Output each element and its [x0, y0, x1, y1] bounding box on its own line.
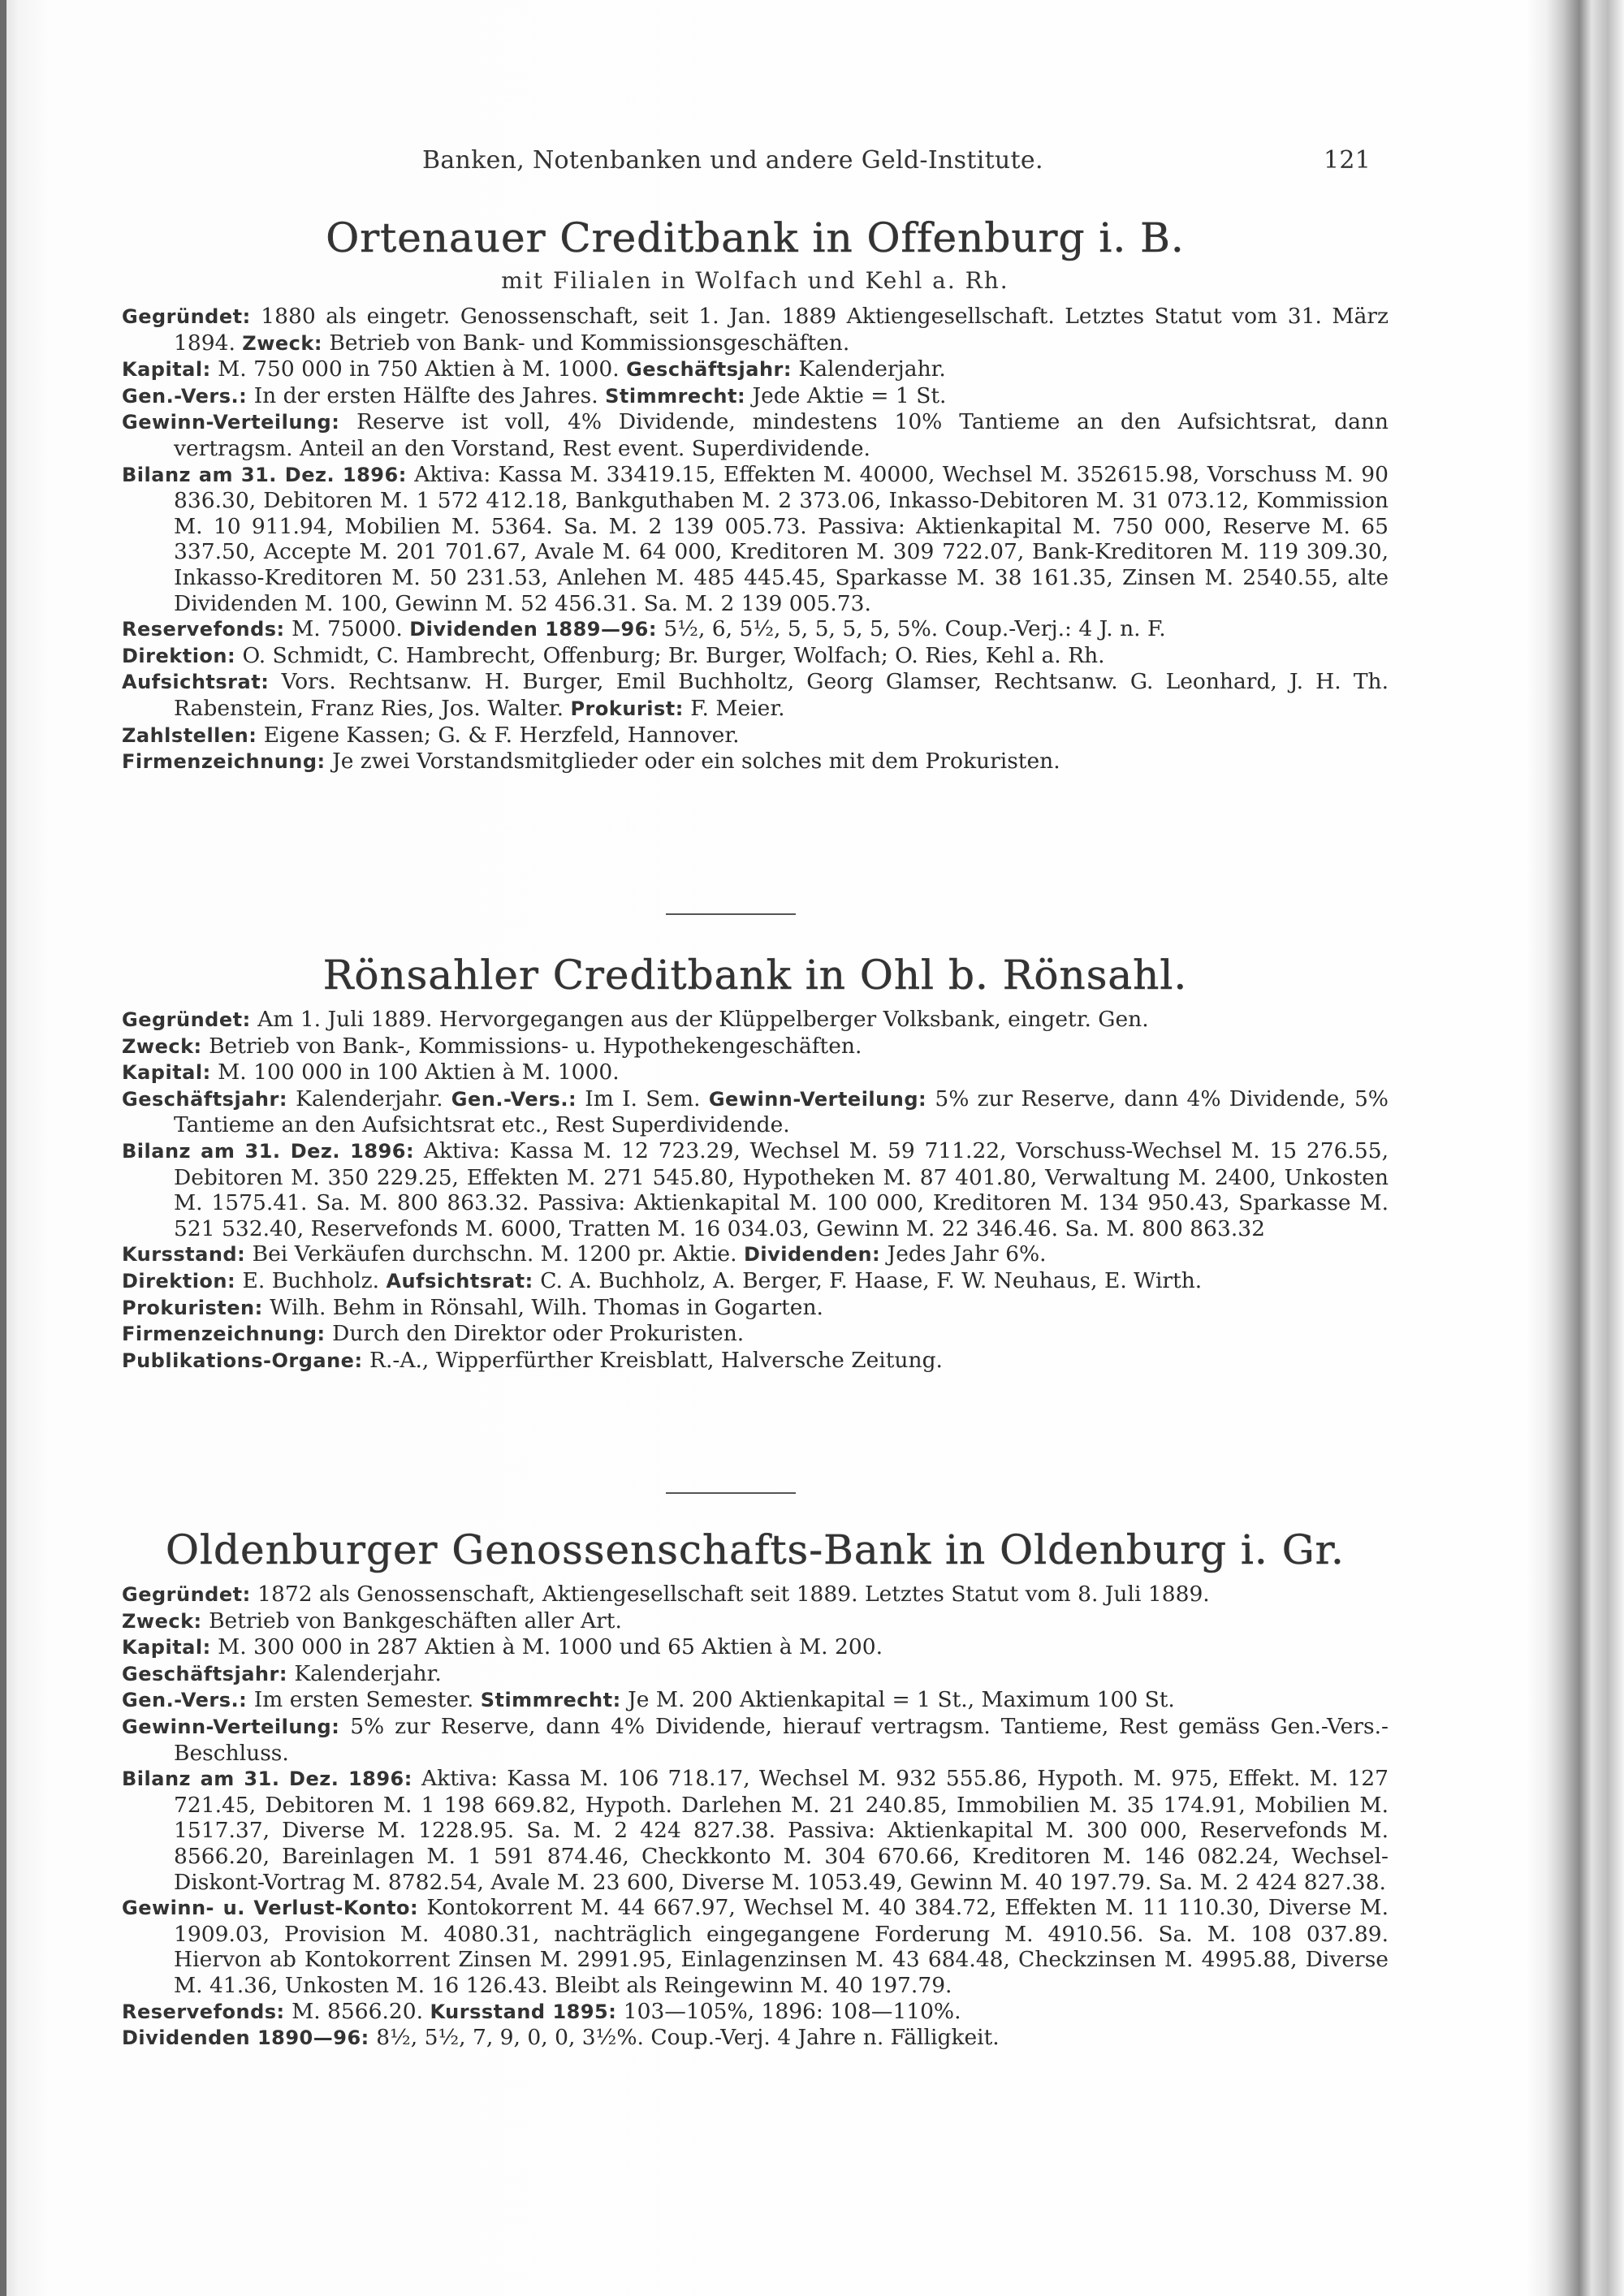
field-label: Gen.-Vers.: — [451, 1087, 577, 1111]
field-value: In der ersten Hälfte des Jahres. — [247, 382, 606, 408]
entry-paragraph — [122, 643, 1389, 670]
entry-paragraph — [122, 356, 1389, 383]
entry-paragraph — [122, 1895, 1389, 1998]
field-label: Bilanz am 31. Dez. 1896: — [122, 1767, 412, 1791]
field-label: Reservefonds: — [122, 2000, 285, 2023]
field-label: Dividenden 1890—96: — [122, 2026, 369, 2050]
field-value: Je zwei Vorstandsmitglieder oder ein solches mit dem Prokuristen. — [325, 749, 1060, 775]
field-label: Kapital: — [122, 358, 211, 382]
entry-paragraph — [122, 2025, 1389, 2052]
field-label: Firmenzeichnung: — [122, 750, 326, 774]
field-label: Firmenzeichnung: — [122, 1323, 326, 1346]
field-label: Direktion: — [122, 644, 236, 667]
field-value: C. A. Buchholz, A. Berger, F. Haase, F. W. Neuhaus, E. Wirth. — [533, 1267, 1203, 1293]
entry-body — [122, 304, 1389, 775]
field-value: Kalenderjahr. — [287, 1660, 442, 1686]
entry-paragraph — [122, 1661, 1389, 1688]
entry-paragraph — [122, 1348, 1389, 1375]
field-value: Am 1. Juli 1889. Hervorgegangen aus der Klüppelberger Volksbank, eingetr. Gen. — [250, 1007, 1149, 1032]
field-label: Aufsichtsrat: — [122, 671, 270, 694]
field-value: Eigene Kassen; G. & F. Herzfeld, Hannover. — [257, 722, 740, 748]
field-value: O. Schmidt, C. Hambrecht, Offenburg; Br. Burger, Wolfach; O. Ries, Kehl a. Rh. — [235, 642, 1105, 668]
field-value: F. Meier. — [683, 695, 785, 721]
entry-paragraph — [122, 723, 1389, 749]
field-label: Zweck: — [122, 1609, 202, 1633]
field-value: M. 8566.20. — [284, 1998, 430, 2024]
field-label: Prokurist: — [570, 697, 684, 720]
field-value: Aktiva: Kassa M. 12 723.29, Wechsel M. 59 711.22, Vorschuss-Wechsel M. 15 276.55, Debitoren M. 350 229.25, Effekten M. 271 545.80, Hypotheken M. 87 401.80, Verwaltung M. 2400, Unkosten M. 1575.41. Sa. M. 800 863.32. Passiva: Aktienkapital M. 100 000, Kreditoren M. 134 950.43, Sparkasse M. 521 532.40, Reservefonds M. 6000, Tratten M. 16 034.03, Gewinn M. 22 346.46. Sa. M. 800 863.32 — [174, 1137, 1389, 1241]
entry-paragraph — [122, 1321, 1389, 1348]
page-number: 121 — [1324, 146, 1371, 175]
entry-paragraph — [122, 1034, 1389, 1060]
field-value: 103—105%, 1896: 108—110%. — [616, 1998, 961, 2024]
field-label: Gen.-Vers.: — [122, 384, 248, 408]
field-label: Gewinn- u. Verlust-Konto: — [122, 1897, 419, 1920]
field-label: Bilanz am 31. Dez. 1896: — [122, 1139, 415, 1163]
field-value: Betrieb von Bank-, Kommissions- u. Hypothekengeschäften. — [201, 1033, 862, 1059]
entry-paragraph — [122, 1714, 1389, 1766]
field-label: Zweck: — [122, 1034, 202, 1058]
section-divider — [666, 913, 796, 915]
field-value: 1872 als Genossenschaft, Aktiengesellschaft seit 1889. Letztes Statut vom 8. Juli 1889. — [250, 1582, 1210, 1607]
bank-title: Ortenauer Creditbank in Offenburg i. B. — [326, 214, 1185, 261]
page-edge — [0, 0, 6, 2296]
field-value: Je M. 200 Aktienkapital = 1 St., Maximum 100 St. — [620, 1687, 1175, 1713]
entry-paragraph — [122, 749, 1389, 775]
entry-paragraph — [122, 1634, 1389, 1661]
field-label: Kursstand 1895: — [430, 2000, 617, 2023]
entry-paragraph — [122, 1295, 1389, 1322]
field-label: Prokuristen: — [122, 1296, 263, 1319]
entry-paragraph — [122, 409, 1389, 461]
entry-paragraph — [122, 304, 1389, 356]
field-value: Kontokorrent M. 44 667.97, Wechsel M. 40 384.72, Effekten M. 11 110.30, Diverse M. 1909.03, Provision M. 4080.31, nachträglich eingegangene Forderung M. 4910.56. Sa. M. 108 037.89. Hiervon ab Kontokorrent Zinsen M. 2991.95, Einlagenzinsen M. 43 684.48, Checkzinsen M. 4995.88, Diverse M. 41.36, Unkosten M. 16 126.43. Bleibt als Reingewinn M. 40 197.79. — [174, 1895, 1389, 1998]
field-label: Gewinn-Verteilung: — [708, 1087, 927, 1111]
entry-paragraph — [122, 1241, 1389, 1268]
field-label: Zweck: — [242, 331, 322, 355]
entry-body — [122, 1007, 1389, 1374]
entry-paragraph — [122, 1086, 1389, 1138]
entry-paragraph — [122, 669, 1389, 722]
field-value: Kalenderjahr. — [287, 1085, 451, 1111]
field-value: M. 100 000 in 100 Aktien à M. 1000. — [210, 1060, 620, 1085]
field-value: Vors. Rechtsanw. H. Burger, Emil Buchholtz, Georg Glamser, Rechtsanw. G. Leonhard, J. H. Th. Rabenstein, Franz Ries, Jos. Walter. — [174, 669, 1389, 721]
field-value: Wilh. Behm in Rönsahl, Wilh. Thomas in Gogarten. — [262, 1294, 823, 1320]
entry-paragraph — [122, 1766, 1389, 1895]
field-label: Gewinn-Verteilung: — [122, 411, 340, 434]
field-value: Im ersten Semester. — [247, 1687, 481, 1713]
field-value: M. 75000. — [284, 616, 410, 642]
field-value: Durch den Direktor oder Prokuristen. — [325, 1321, 745, 1347]
field-value: Reserve ist voll, 4% Dividende, mindestens 10% Tantieme an den Aufsichtsrat, dann vertragsm. Anteil an den Vorstand, Rest event. Superdividende. — [174, 409, 1389, 461]
field-label: Bilanz am 31. Dez. 1896: — [122, 463, 407, 486]
field-value: E. Buchholz. — [235, 1267, 387, 1293]
section-divider — [666, 1492, 796, 1494]
field-label: Aufsichtsrat: — [386, 1269, 533, 1293]
field-label: Kapital: — [122, 1636, 211, 1659]
field-value: Jedes Jahr 6%. — [880, 1241, 1047, 1267]
entry-paragraph — [122, 1138, 1389, 1241]
field-value: Im I. Sem. — [577, 1085, 709, 1111]
bank-subtitle: mit Filialen in Wolfach und Kehl a. Rh. — [501, 267, 1009, 294]
entry-paragraph — [122, 1687, 1389, 1714]
field-value: Aktiva: Kassa M. 33419.15, Effekten M. 40000, Wechsel M. 352615.98, Vorschuss M. 90 836.30, Debitoren M. 1 572 412.18, Bankguthaben M. 2 373.06, Inkasso-Debitoren M. 31 073.12, Kommission M. 10 911.94, Mobilien M. 5364. Sa. M. 2 139 005.73. Passiva: Aktienkapital M. 750 000, Reserve M. 65 337.50, Accepte M. 201 701.67, Avale M. 64 000, Kreditoren M. 309 722.07, Bank-Kreditoren M. 119 309.30, Inkasso-Kreditoren M. 50 231.53, Anlehen M. 485 445.45, Sparkasse M. 38 161.35, Zinsen M. 2540.55, alte Dividenden M. 100, Gewinn M. 52 456.31. Sa. M. 2 139 005.73. — [174, 461, 1389, 616]
field-value: Jede Aktie = 1 St. — [745, 382, 947, 408]
field-label: Kursstand: — [122, 1243, 246, 1267]
bank-title: Rönsahler Creditbank in Ohl b. Rönsahl. — [322, 952, 1188, 999]
field-label: Stimmrecht: — [480, 1689, 621, 1712]
entry-body — [122, 1582, 1389, 2052]
entry-paragraph — [122, 383, 1389, 410]
bank-entry-oldenburger — [122, 1525, 1389, 2052]
field-label: Direktion: — [122, 1269, 236, 1293]
field-label: Geschäftsjahr: — [626, 358, 792, 382]
entry-paragraph — [122, 1007, 1389, 1034]
field-label: Dividenden: — [743, 1243, 881, 1267]
field-label: Geschäftsjahr: — [122, 1087, 287, 1111]
field-value: M. 750 000 in 750 Aktien à M. 1000. — [210, 356, 627, 382]
bank-title: Oldenburger Genossenschafts-Bank in Oldenburg i. Gr. — [166, 1526, 1345, 1573]
field-label: Stimmrecht: — [605, 384, 746, 408]
field-label: Zahlstellen: — [122, 723, 257, 747]
field-label: Dividenden 1889—96: — [409, 618, 657, 641]
bank-entry-ortenauer — [122, 213, 1389, 775]
entry-paragraph — [122, 1608, 1389, 1635]
entry-paragraph — [122, 1999, 1389, 2026]
entry-paragraph — [122, 462, 1389, 617]
field-value: R.-A., Wipperfürther Kreisblatt, Halversche Zeitung. — [362, 1347, 943, 1373]
running-head-title: Banken, Notenbanken und andere Geld-Institute. — [422, 146, 1043, 175]
field-value: Kalenderjahr. — [792, 356, 946, 382]
field-label: Gen.-Vers.: — [122, 1689, 248, 1712]
field-label: Gewinn-Verteilung: — [122, 1715, 340, 1738]
entry-paragraph — [122, 1268, 1389, 1295]
field-value: 8½, 5½, 7, 9, 0, 0, 3½%. Coup.-Verj. 4 Jahre n. Fälligkeit. — [369, 2025, 1000, 2051]
field-value: Bei Verkäufen durchschn. M. 1200 pr. Aktie. — [245, 1241, 744, 1267]
field-value: M. 300 000 in 287 Aktien à M. 1000 und 65 Aktien à M. 200. — [210, 1634, 883, 1660]
field-label: Gegründet: — [122, 1583, 251, 1606]
entry-paragraph — [122, 1582, 1389, 1608]
field-value: 5% zur Reserve, dann 4% Dividende, 5% Tantieme an den Aufsichtsrat etc., Rest Superdividende. — [174, 1085, 1389, 1138]
entry-paragraph — [122, 616, 1389, 643]
field-value: Betrieb von Bank- und Kommissionsgeschäften. — [322, 330, 850, 356]
bank-entry-roensahler — [122, 950, 1389, 1374]
field-label: Gegründet: — [122, 305, 251, 328]
field-label: Reservefonds: — [122, 618, 285, 641]
field-label: Kapital: — [122, 1061, 211, 1085]
field-label: Publikations-Organe: — [122, 1349, 363, 1372]
field-label: Gegründet: — [122, 1008, 251, 1031]
entry-paragraph — [122, 1060, 1389, 1086]
field-value: Betrieb von Bankgeschäften aller Art. — [201, 1608, 622, 1634]
field-value: 5½, 6, 5½, 5, 5, 5, 5, 5%. Coup.-Verj.: 4 J. n. F. — [656, 616, 1166, 642]
field-value: Aktiva: Kassa M. 106 718.17, Wechsel M. 932 555.86, Hypoth. M. 975, Effekt. M. 127 721.45, Debitoren M. 1 198 669.82, Hypoth. Darlehen M. 21 240.85, Immobilien M. 35 174.91, Mobilien M. 1517.37, Diverse M. 1228.95. Sa. M. 2 424 827.38. Passiva: Aktienkapital M. 300 000, Reservefonds M. 8566.20, Bareinlagen M. 1 591 874.46, Checkkonto M. 304 670.66, Kreditoren M. 146 082.24, Wechsel-Diskont-Vortrag M. 8782.54, Avale M. 23 600, Diverse M. 1053.49, Gewinn M. 40 197.79. Sa. M. 2 424 827.38. — [174, 1766, 1389, 1895]
field-value: 5% zur Reserve, dann 4% Dividende, hierauf vertragsm. Tantieme, Rest gemäss Gen.-Vers.-Beschluss. — [174, 1713, 1389, 1766]
field-value: 1880 als eingetr. Genossenschaft, seit 1. Jan. 1889 Aktiengesellschaft. Letztes Statut vom 31. März 1894. — [174, 304, 1389, 356]
field-label: Geschäftsjahr: — [122, 1662, 287, 1685]
